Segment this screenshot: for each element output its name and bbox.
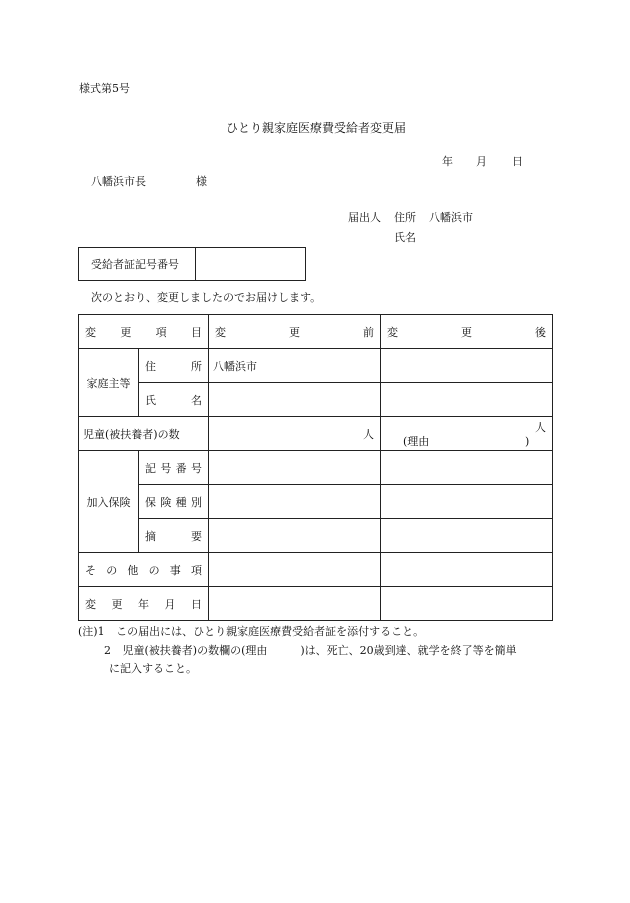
insurance-type-label: 保 険 種 別 [139, 485, 209, 519]
change-table [78, 314, 553, 621]
form-number: 様式第5号 [79, 82, 130, 95]
note-2 [104, 642, 517, 659]
address-before-cell[interactable]: 八幡浜市 [209, 349, 381, 383]
note-1 [78, 623, 424, 640]
name-before-cell[interactable] [209, 383, 381, 417]
address-label: 住 所 [139, 349, 209, 383]
children-count-label: 児童(被扶養者)の数 [79, 417, 209, 451]
insurance-summary-label: 摘 要 [139, 519, 209, 553]
table-row-change-date [79, 587, 553, 621]
household-head-label: 家庭主等 [79, 349, 139, 417]
children-reason-close: ) [525, 435, 530, 448]
table-row-insurance-type [79, 485, 553, 519]
form-title: ひとり親家庭医療費受給者変更届 [226, 121, 407, 135]
date-day-label: 日 [512, 155, 523, 168]
insurance-code-before-cell[interactable] [209, 451, 381, 485]
recipient-id-label: 受給者証記号番号 [91, 258, 179, 271]
header-item: 変 更 項 目 [79, 315, 209, 349]
address-after-cell[interactable] [381, 349, 553, 383]
insurance-summary-after-cell[interactable] [381, 519, 553, 553]
name-after-cell[interactable] [381, 383, 553, 417]
table-row-name [79, 383, 553, 417]
change-date-before-cell[interactable] [209, 587, 381, 621]
insurance-type-before-cell[interactable] [209, 485, 381, 519]
other-after-cell[interactable] [381, 553, 553, 587]
date-month-label: 月 [476, 155, 487, 168]
children-after-unit: 人 [535, 421, 546, 434]
change-date-label: 変 更 年 月 日 [79, 587, 209, 621]
header-after: 変 更 後 [381, 315, 553, 349]
header-before: 変 更 前 [209, 315, 381, 349]
name-label: 氏 名 [139, 383, 209, 417]
note-2-number: 2 [104, 644, 111, 657]
children-before-unit: 人 [363, 427, 374, 441]
children-after-cell[interactable] [381, 417, 553, 451]
note-2-continued: に記入すること。 [109, 662, 197, 675]
note-1-text: この届出には、ひとり親家庭医療費受給者証を添付すること。 [116, 625, 425, 638]
addressee: 八幡浜市長 [91, 175, 146, 188]
insurance-code-label: 記 号 番 号 [139, 451, 209, 485]
table-row-insurance-summary [79, 519, 553, 553]
children-before-cell[interactable] [209, 417, 381, 451]
recipient-id-divider [195, 248, 196, 280]
insurance-label: 加入保険 [79, 451, 139, 553]
table-row-address [79, 349, 553, 383]
date-year-label: 年 [442, 155, 453, 168]
insurance-code-after-cell[interactable] [381, 451, 553, 485]
table-row-insurance-code [79, 451, 553, 485]
change-date-after-cell[interactable] [381, 587, 553, 621]
table-row-other [79, 553, 553, 587]
insurance-type-after-cell[interactable] [381, 485, 553, 519]
children-reason-open: (理由 [403, 435, 430, 448]
table-row-children [79, 417, 553, 451]
note-2-text: 児童(被扶養者)の数欄の(理由 )は、死亡、20歳到達、就学を終了等を簡単 [122, 644, 517, 657]
submitter-name-label: 氏名 [394, 231, 416, 244]
submitter-address-label: 住所 [394, 211, 416, 224]
table-header-row [79, 315, 553, 349]
insurance-summary-before-cell[interactable] [209, 519, 381, 553]
intro-text: 次のとおり、変更しましたのでお届けします。 [91, 291, 322, 304]
recipient-id-box [78, 247, 306, 281]
other-before-cell[interactable] [209, 553, 381, 587]
addressee-honorific: 様 [196, 175, 207, 188]
submitter-address-value: 八幡浜市 [429, 211, 473, 224]
submitter-label: 届出人 [348, 211, 381, 224]
note-1-prefix: (注)1 [78, 625, 105, 638]
other-matters-label: そ の 他 の 事 項 [79, 553, 209, 587]
